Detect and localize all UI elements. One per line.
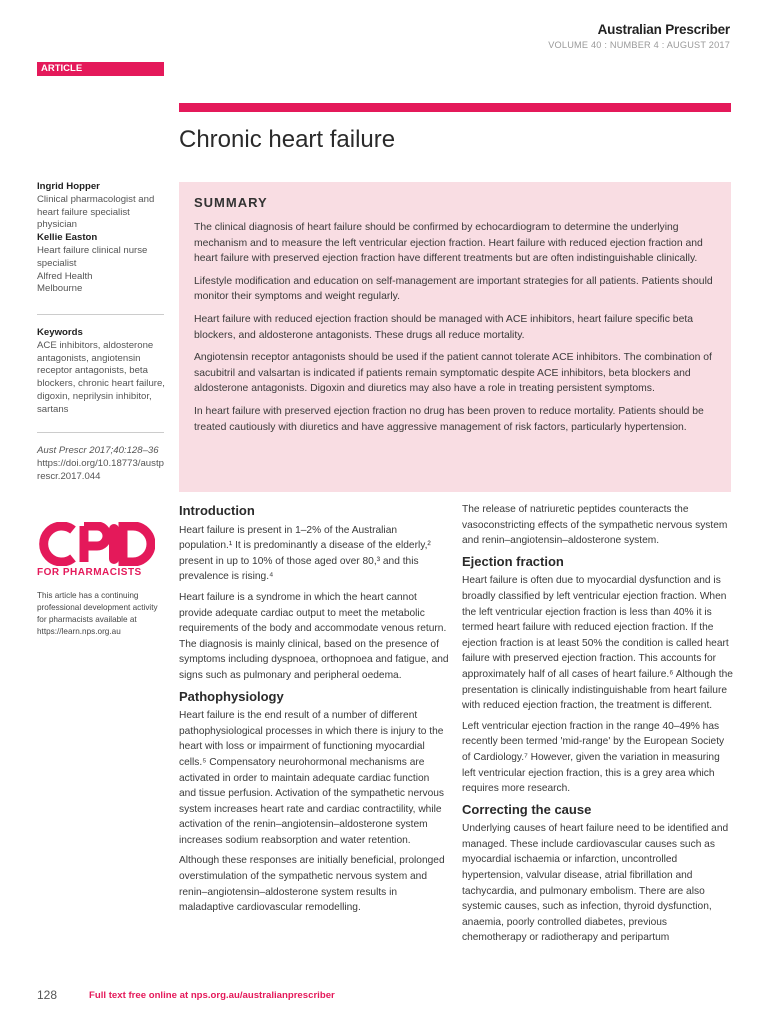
summary-text [194, 220, 722, 442]
body-paragraph: The release of natriuretic peptides counteracts the vasoconstricting effects of the sympathetic nervous system and renin–angiotensin–aldosterone system. [462, 504, 728, 547]
body-paragraph: Underlying causes of heart failure need to be identified and managed. These include cardiovascular causes such as myocardial ischaemia or infarction, uncontrolled hypertension, valvular disease, atrial fibrillation and tachycardia, and pulmonary embolism. There are also systemic causes, such as infection, thyroid dysfunction, anaemia, poorly controlled diabetes, previous chemotherapy or radiotherapy and peripartum [462, 823, 729, 944]
summary-paragraph: Lifestyle modification and education on self-management are important strategies for all patients. Patients should monitor their symptoms and weight regularly. [194, 275, 713, 303]
summary-paragraph: The clinical diagnosis of heart failure should be confirmed by echocardiogram to determine the underlying mechanism and to measure the left ventricular ejection fraction. Heart failure with reduced ejection fraction and heart failure with preserved ejection fraction have different treatments but are often indistinguishable clinically. [194, 222, 703, 265]
cpd-logo [37, 522, 167, 571]
section-heading: Pathophysiology [179, 688, 284, 704]
article-tag: ARTICLE [37, 62, 164, 76]
summary-box [179, 182, 731, 492]
page-title: Chronic heart failure [179, 126, 396, 153]
body-paragraph: Although these responses are initially beneficial, prolonged overstimulation of the sympathetic nervous system and renin–angiotensin–aldosterone system results in maladaptive cardiovascular remodelling. [179, 855, 445, 914]
body-column-2 [462, 502, 734, 951]
body-column-1 [179, 503, 449, 921]
summary-paragraph: Heart failure with reduced ejection fraction should be managed with ACE inhibitors, heart failure specific beta blockers, and aldosterone antagonists. These drugs all reduce mortality. [194, 313, 694, 341]
cpd-subtitle: FOR PHARMACISTS [37, 567, 142, 578]
section-heading: Correcting the cause [462, 801, 592, 817]
volume-info: VOLUME 40 : NUMBER 4 : AUGUST 2017 [548, 40, 730, 50]
cpd-letter-c [44, 526, 73, 562]
section-heading: Introduction [179, 503, 255, 518]
divider [37, 314, 164, 315]
affiliation: Alfred Health [37, 270, 93, 282]
footer-link[interactable]: Full text free online at nps.org.au/australianprescriber [89, 990, 335, 1001]
cpd-logo-graphic [37, 522, 155, 566]
cpd-description: This article has a continuing professional development activity for pharmacists available at https://learn.nps.org.au [37, 591, 158, 636]
page-number: 128 [37, 988, 58, 1002]
body-paragraph: Left ventricular ejection fraction in the range 40–49% has recently been termed 'mid-range' by the European Society of Cardiology.⁷ However, given the variation in measuring left ventricular ejection fraction, this is a grey area which requires more research. [462, 720, 725, 795]
body-paragraph: Heart failure is a syndrome in which the heart cannot provide adequate cardiac output to meet the metabolic requirements of the body and accommodate venous return. The diagnosis is mainly clinical, based on the presence of symptoms including dyspnoea, orthopnoea and fatigue, and signs such as pulmonary and peripheral oedema. [179, 591, 449, 681]
author-role: Heart failure clinical nurse specialist [37, 244, 148, 269]
summary-paragraph: In heart failure with preserved ejection fraction no drug has been proven to reduce mortality. Patients should be treated cautiously with diuretics and have aggressive management of risk factors, particularly hypertension. [194, 405, 704, 433]
keywords-list: ACE inhibitors, aldosterone antagonists, angiotensin receptor antagonists, beta blockers, chronic heart failure, digoxin, neprilysin inhibitor, sartans [37, 339, 165, 415]
keywords-label: Keywords [37, 327, 83, 338]
author-role: Clinical pharmacologist and heart failure specialist physician [37, 193, 155, 231]
doi-link[interactable]: https://doi.org/10.18773/austprescr.2017.044 [37, 457, 164, 482]
cpd-letter-p [84, 526, 107, 562]
body-paragraph: Heart failure is the end result of a number of different pathophysiological processes in which there is injury to the heart with loss or impairment of functioning myocardial cells.⁵ Compensatory neurohormonal mechanisms are activated in order to maintain adequate cardiac function and tissue perfusion. Activation of the sympathetic nervous system increases heart rate and cardiac contractility, while activation of the renin–angiotensin–aldosterone system increases sodium reabsorption and water retention. [179, 710, 445, 846]
summary-heading: SUMMARY [194, 195, 268, 210]
cpd-letter-d [123, 526, 151, 562]
author-block [37, 181, 167, 296]
author-name: Kellie Easton [37, 232, 98, 244]
journal-logo: Australian Prescriber [597, 22, 730, 37]
affiliation: Melbourne [37, 283, 83, 295]
title-accent-bar [179, 103, 731, 112]
section-heading: Ejection fraction [462, 553, 564, 569]
body-paragraph: Heart failure is often due to myocardial dysfunction and is broadly classified by left ventricular ejection fraction. When the left ventricular ejection fraction is less than 40% it is termed heart failure with reduced ejection fraction. If the ejection fraction is at least 50% the condition is called heart failure with preserved ejection fraction. This accounts for approximately half of all cases of heart failure.⁶ Although the presentation is clinically indistinguishable from heart failure with reduced ejection fraction, the treatment is different. [462, 575, 733, 712]
keywords-block [37, 327, 167, 417]
citation: Aust Prescr 2017;40:128–36 [37, 445, 159, 456]
summary-paragraph: Angiotensin receptor antagonists should be used if the patient cannot tolerate ACE inhibitors. The combination of sacubitril and valsartan is indicated if patients remain symptomatic despite ACE inhibitors, beta blockers and aldosterone antagonists. Digoxin and diuretics may also have a role in treating persistent symptoms. [194, 352, 712, 395]
body-paragraph: Heart failure is present in 1–2% of the Australian population.¹ It is predominantly a disease of the elderly,² present in up to 10% of those aged over 80,³ and this prevalence is rising.⁴ [179, 524, 431, 583]
citation-block [37, 445, 167, 483]
pill-icon [109, 524, 119, 564]
divider [37, 432, 164, 433]
author-name: Ingrid Hopper [37, 181, 100, 192]
